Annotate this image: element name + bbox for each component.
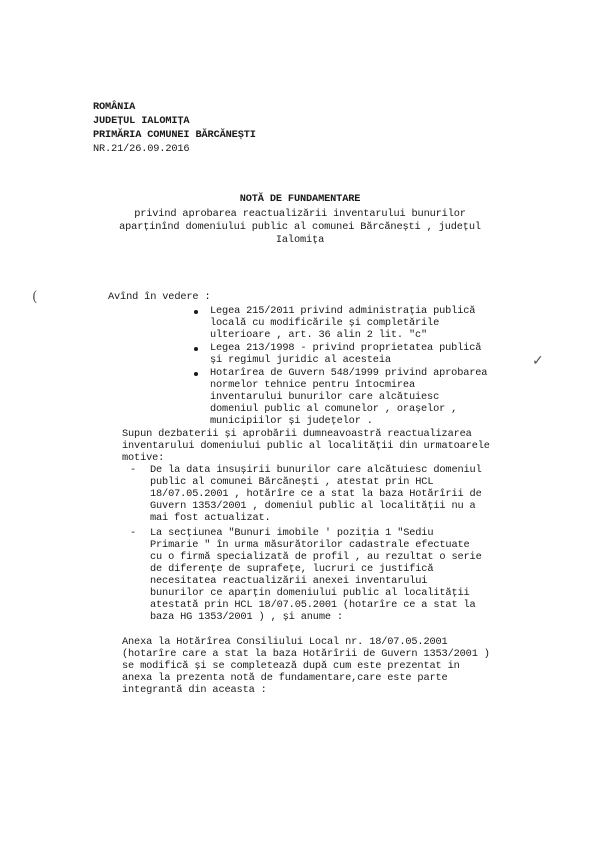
- closing-line-3: se modifică și se completează după cum este prezentat in: [122, 660, 460, 672]
- bullet-2-line-1: Legea 213/1998 - privind proprietatea publică: [210, 342, 482, 354]
- reason-2-line-6: bunurilor ce aparțin domeniului public al localității: [150, 587, 470, 599]
- bullet-icon: [194, 310, 198, 314]
- header-registration-number: NR.21/26.09.2016: [93, 143, 190, 155]
- bullet-3-line-1: Hotarîrea de Guvern 548/1999 privind aprobarea: [210, 367, 488, 379]
- header-institution: PRIMĂRIA COMUNEI BĂRCĂNEȘTI: [93, 129, 256, 141]
- reason-2-line-7: atestată prin HCL 18/07.05.2001 (hotarîre ce a stat la: [150, 599, 476, 611]
- reason-2-line-5: necesitatea reactualizării anexei inventarului: [150, 575, 428, 587]
- reason-1-line-1: De la data insușirii bunurilor care alcătuiesc domeniul: [150, 464, 482, 476]
- document-title: NOTĂ DE FUNDAMENTARE: [239, 193, 361, 205]
- reason-1-line-5: mai fost actualizat.: [150, 512, 271, 524]
- bullet-icon: [194, 372, 198, 376]
- closing-line-1: Anexa la Hotărîrea Consiliului Local nr. 18/07.05.2001: [122, 636, 448, 648]
- bullet-3-line-5: municipiilor și județelor .: [210, 415, 373, 427]
- reason-2-line-4: de diferențe de suprafețe, lucruri ce justifică: [150, 563, 434, 575]
- bullet-3-line-2: normelor tehnice pentru întocmirea: [210, 379, 415, 391]
- dash-bullet-icon: -: [130, 527, 137, 539]
- intro-text: Avînd în vedere :: [108, 291, 211, 303]
- closing-line-5: integrantă din aceasta :: [122, 684, 267, 696]
- reason-2-line-1: La secțiunea "Bunuri imobile ' poziția 1 "Sediu: [150, 527, 434, 539]
- bullet-1-line-2: locală cu modificările și completările: [210, 317, 440, 329]
- document-subtitle-line-1: privind aprobarea reactualizării inventarului bunurilor: [134, 208, 466, 220]
- document-subtitle-line-3: Ialomița: [275, 234, 325, 246]
- reason-1-line-3: 18/07.05.2001 , hotărîre ce a stat la baza Hotărîrii de: [150, 488, 482, 500]
- closing-line-2: (hotarîre care a stat la baza Hotărîrii de Guvern 1353/2001 ): [122, 648, 490, 660]
- margin-mark-left: (: [32, 289, 38, 305]
- bullet-3-line-3: inventarului bunurilor care alcătuiesc: [210, 391, 440, 403]
- bullet-1-line-3: ulterioare , art. 36 alin 2 lit. "c": [210, 329, 428, 341]
- submit-line-2: inventarului domeniului public al localității din urmatoarele: [122, 440, 490, 452]
- dash-bullet-icon: -: [130, 464, 137, 476]
- margin-mark-right: ✓: [532, 353, 544, 369]
- reason-2-line-3: cu o firmă specializată de profil , au rezultat o serie: [150, 551, 482, 563]
- document-subtitle-line-2: aparținînd domeniului public al comunei Bărcănești , județul: [119, 221, 481, 233]
- reason-2-line-2: Primarie " în urma măsurătorilor cadastrale efectuate: [150, 539, 470, 551]
- submit-line-1: Supun dezbaterii și aprobării dumneavoastră reactualizarea: [122, 428, 472, 440]
- bullet-2-line-2: și regimul juridic al acesteia: [210, 354, 391, 366]
- header-country: ROMÂNIA: [93, 101, 136, 113]
- closing-line-4: anexa la prezenta notă de fundamentare,care este parte: [122, 672, 448, 684]
- bullet-icon: [194, 347, 198, 351]
- reason-2-line-8: baza HG 1353/2001 ) , și anume :: [150, 611, 343, 623]
- header-county: JUDEȚUL IALOMIȚA: [93, 115, 190, 127]
- bullet-1-line-1: Legea 215/2011 privind administrația publică: [210, 305, 476, 317]
- bullet-3-line-4: domeniul public al comunelor , orașelor ,: [210, 403, 458, 415]
- reason-1-line-4: Guvern 1353/2001 , domeniul public al localității nu a: [150, 500, 476, 512]
- submit-line-3: motive:: [122, 452, 165, 464]
- reason-1-line-2: public al comunei Bărcănești , atestat prin HCL: [150, 476, 434, 488]
